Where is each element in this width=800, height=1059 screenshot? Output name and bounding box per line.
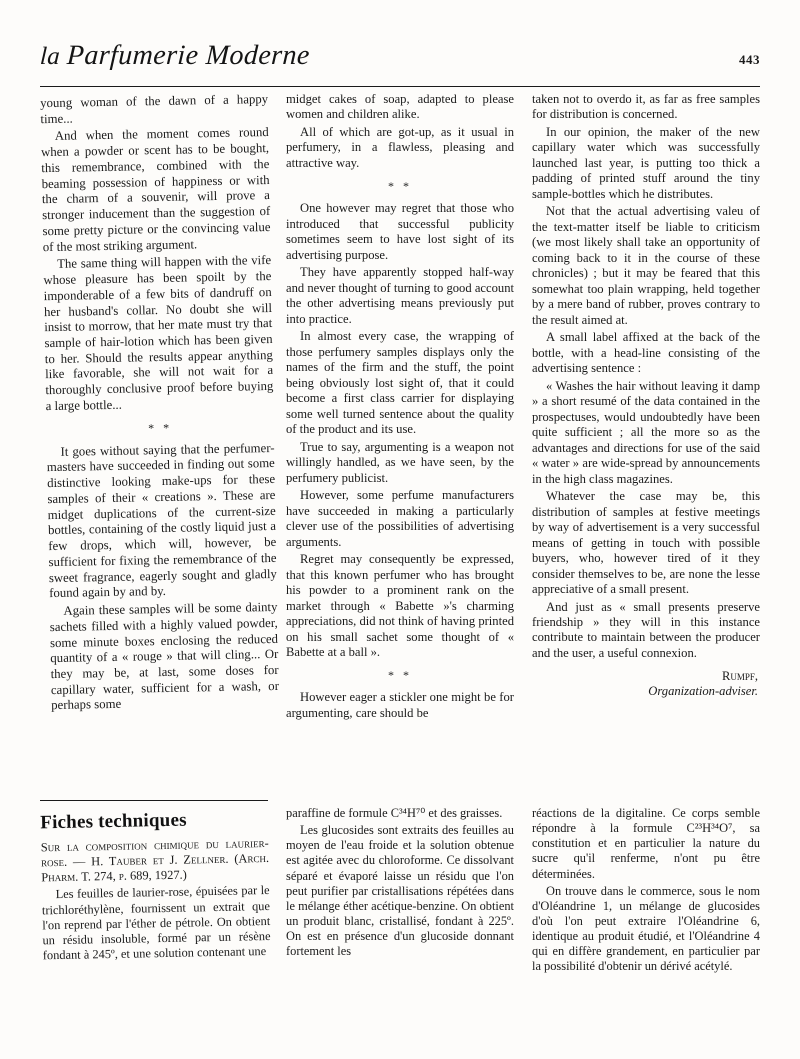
paragraph: In our opinion, the maker of the new capillary water which was successfully launched last year, is putting too thick a padding of printed stuff around the tiny sample-bottles which he distributes.	[532, 124, 760, 201]
lower-column-left	[40, 806, 271, 981]
section-title: Fiches techniques	[40, 809, 187, 834]
lower-column-right	[532, 806, 760, 976]
paragraph: On trouve dans le commerce, sous le nom d'Oléandrine 1, un mélange de glucosides d'où l'on peut extraire l'Oléandrine 6, identique au produit étudié, et l'Oléandrine 4 qui en diffère grandement, en particulier par la possibilité d'obtenir un dérivé acétylé.	[532, 883, 760, 974]
paragraph: Whatever the case may be, this distribution of samples at festive meetings by way of advertisement is a very successful means of getting in touch with possible buyers, who, however tired of it they consider themselves to be, are none the lesse appreciative of a small present.	[532, 489, 760, 597]
lower-columns	[40, 806, 760, 976]
journal-title	[39, 40, 761, 72]
upper-columns	[40, 92, 760, 723]
paragraph: midget cakes of soap, adapted to please women and children alike.	[286, 92, 514, 122]
paragraph: One however may regret that those who introduced that successful publicity sometimes seem to have lost sight of its advertising purpose.	[286, 201, 514, 262]
paragraph: However eager a stickler one might be for argumenting, care should be	[286, 690, 514, 720]
section-divider-stars: * *	[148, 420, 173, 435]
upper-column-left	[40, 92, 280, 728]
section-rule	[40, 800, 268, 801]
author-role: Organization-adviser.	[648, 684, 758, 699]
paragraph: Regret may consequently be expressed, that this known perfumer who has brought his powder to a prominent rank on the market through « Babette »'s charming appreciations, did not think of having printed on his small sachet some thought of « Babette at a ball ».	[286, 552, 514, 659]
paragraph: Les feuilles de laurier-rose, épuisées par le trichloréthylène, fournissent un extrait que l'on reprend par l'éther de pétrole. On obtient un résidu insoluble, formé par un résène fondant à 245º, et une solution contenant une	[41, 883, 271, 963]
paragraph: Again these samples will be some dainty sachets filled with a highly valued powder, some minute boxes enclosing the reduced quantity of a « rouge » that will cling... Or they may be, at last, some doses for capillary water, sufficient for a wash, or perhaps some	[49, 599, 280, 713]
paragraph: All of which are got-up, as it usual in perfumery, in a flawless, pleasing and attractive way.	[286, 124, 514, 170]
paragraph: A small label affixed at the back of the bottle, with a head-line consisting of the advertising sentence :	[532, 330, 760, 376]
author-signature: Rumpf,	[721, 669, 758, 684]
paragraph: And just as « small presents preserve friendship » they will in this instance contribute to maintain between the producer and the user, a useful connexion.	[532, 599, 760, 660]
paragraph: In almost every case, the wrapping of those perfumery samples displays only the names of the firm and the stuff, the point being obviously lost sight of, that it could become a first class carrier for displaying some well turned sentence about the quality of the product and its use.	[286, 329, 514, 437]
section-divider-stars: * *	[388, 668, 412, 683]
paragraph: And when the moment comes round when a powder or scent has to be bought, this remembrance, combined with the beaming possession of happiness or with the charm of a souvenir, will prove a stronger inducement than the suggestion of some pretty picture or the convincing value of the most striking argument.	[40, 125, 271, 254]
paragraph: Not that the actual advertising valeu of the text-matter itself be liable to criticism (we most likely shall take an opportunity of coming back to it in the course of these chronicles) ; but it may be feared that this somewhat too plain wrapping, held together by a mere band of rubber, proves contrary to the result aimed at.	[532, 204, 760, 327]
masthead	[40, 40, 760, 84]
upper-column-middle	[286, 92, 514, 723]
paragraph: Les glucosides sont extraits des feuilles au moyen de l'eau froide et la solution obtenue est agitée avec du chloroforme. Ce dissolvant séparé et évaporé laisse un résidu que l'on peut purifier par cristallisations répétées dans le mélange éther acétique-benzine. On obtient un produit blanc, cristallisé, fondant à 225º. On est en présence d'un glucoside donnant fortement les	[286, 823, 514, 959]
paragraph: The same thing will happen with the vife whose pleasure has been spoilt by the imponderable of a few bits of dandruff on her husband's collar. No doubt she will insist to morrow, that her mate must try that sample of hair-lotion which has been given to her. Should the results appear anything like favorable, she will not wait for a thoroughly conclusive proof before buying a large bottle...	[43, 253, 274, 414]
lower-column-middle	[286, 806, 514, 976]
paragraph: réactions de la digitaline. Ce corps semble répondre à la formule C²³H³⁴O⁷, sa constitution et en particulier la nature du sucre qu'il renferme, n'ont pu être déterminées.	[532, 806, 760, 881]
paragraph: taken not to overdo it, as far as free samples for distribution is concerned.	[532, 92, 760, 122]
paragraph: They have apparently stopped half-way and never thought of turning to good account the other advertising means previously put into practice.	[286, 265, 514, 326]
paragraph: True to say, argumenting is a weapon not willingly handled, as we have seen, by the perfumery publicist.	[286, 439, 514, 485]
journal-title-prefix: la	[39, 43, 68, 70]
upper-column-right	[532, 92, 760, 723]
paragraph: paraffine de formule C³⁴H⁷⁰ et des graisses.	[286, 806, 503, 820]
paragraph: young woman of the dawn of a happy time...	[40, 92, 269, 126]
masthead-rule	[40, 86, 760, 87]
paragraph: « Washes the hair without leaving it damp » a short resumé of the data contained in the prospectuses, would undoubtedly have been quite sufficient ; all the more so as the advantages and directions for use of the said « water » are wide-spread by announcements in the high class magazines.	[532, 378, 760, 486]
page-number: 443	[739, 52, 760, 67]
journal-title-main: Parfumerie Moderne	[66, 40, 311, 71]
section-divider-stars: * *	[388, 179, 412, 194]
paragraph: However, some perfume manufacturers have succeeded in making a particularly clever use of the possibilities of advertising arguments.	[286, 488, 514, 549]
article-reference: Sur la composition chimique du laurier-rose. — H. Tauber et J. Zellner. (Arch. Pharm. T. 274, p. 689, 1927.)	[40, 835, 270, 885]
paragraph: It goes without saying that the perfumer-masters have succeeded in finding out some distinctive looking make-ups for these samples of their « creations ». These are midget duplications of the current-size bottles, containing of the costly liquid just a few drops, which will, however, be sufficient for fixing the remembrance of the sweet fragrance, eagerly sought and gladly found again by and by.	[46, 440, 277, 601]
